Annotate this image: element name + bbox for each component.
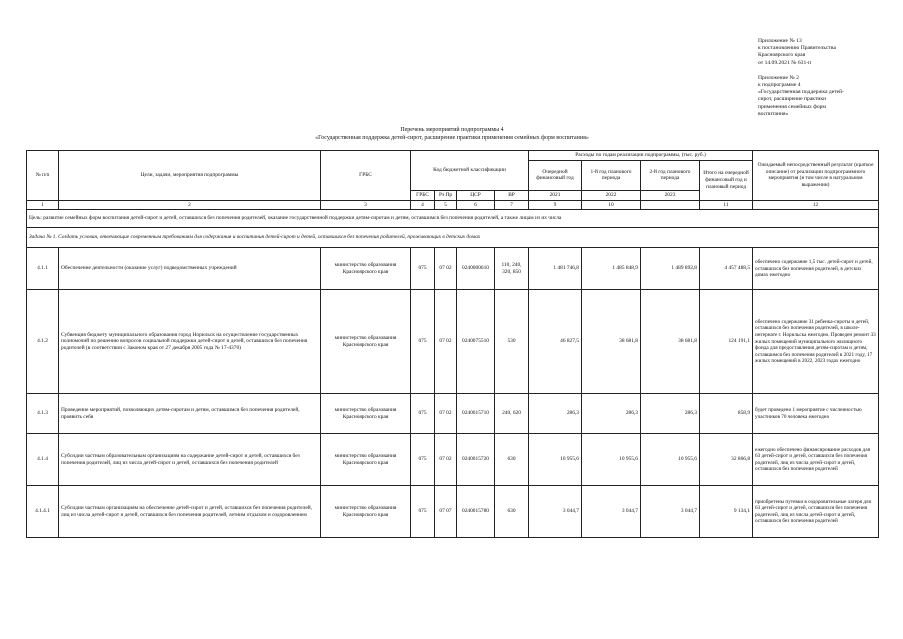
- cell-rzpr: 07 02: [435, 248, 457, 290]
- appendix-line: к постановлению Правительства: [758, 45, 836, 52]
- header-grbs-code: ГРБС: [411, 190, 435, 200]
- header-expenses: Расходы по годам реализации подпрограммы, (тыс. руб.): [529, 151, 753, 161]
- cell-y2021: 10 955,6: [529, 434, 582, 486]
- cell-y2021: 1 481 746,8: [529, 248, 582, 290]
- title-line-2: «Государственная поддержка детей-сирот, расширение практики применения семейных форм воспитания»: [315, 134, 589, 141]
- table-row: [27, 434, 879, 486]
- cell-y2022: 38 681,8: [582, 290, 641, 394]
- column-number: 2: [59, 200, 321, 210]
- cell-name: Субсидии частным образовательным организациям на содержание детей-сирот и детей, оставшихся без попечения родителей, лиц из числа детей-сирот и детей, оставшихся без попечения родителей: [59, 434, 321, 486]
- cell-csr: 0240015720: [457, 434, 495, 486]
- cell-grbs-code: 075: [411, 434, 435, 486]
- header-rzpr: Рз Пр: [435, 190, 457, 200]
- table-row: [27, 394, 879, 434]
- document-title: [230, 127, 674, 142]
- cell-vr: 630: [495, 486, 529, 538]
- measures-table: [26, 150, 879, 538]
- appendix-13-block: [758, 38, 898, 67]
- cell-total: 124 191,1: [700, 290, 753, 394]
- task-text: Задача № 1. Создать условия, отвечающие современным требованиям для содержания и воспитания детей-сирот и детей, оставшихся без попечения родителей, проживающих в детских домах: [27, 228, 879, 248]
- header-year-current: Очередной финансовый год: [529, 160, 582, 190]
- cell-rzpr: 07 02: [435, 290, 457, 394]
- header-2022: 2022: [582, 190, 641, 200]
- appendix-header: [758, 38, 898, 118]
- cell-result: ежегодно обеспечено финансирование расходов для 63 детей-сирот и детей, оставшихся без попечения родителей, лиц из числа детей-сирот и детей, оставшихся без попечения родителей: [753, 434, 879, 486]
- cell-name: Субвенция бюджету муниципального образования город Норильск на осуществление государственных полномочий по решению вопросов социальной поддержки детей-сирот и детей, оставшихся без попечения родителей (в соответствии с Законом края от 27 декабря 2005 года № 17-4370): [59, 290, 321, 394]
- title-line-1: Перечень мероприятий подпрограммы 4: [400, 127, 504, 133]
- cell-name: Обеспечение деятельности (оказание услуг) подведомственных учреждений: [59, 248, 321, 290]
- cell-y2021: 46 827,5: [529, 290, 582, 394]
- column-number: 5: [435, 200, 457, 210]
- cell-y2022: 3 044,7: [582, 486, 641, 538]
- cell-grbs-code: 075: [411, 486, 435, 538]
- header-2021: 2021: [529, 190, 582, 200]
- column-number: 10: [582, 200, 641, 210]
- column-number: 6: [457, 200, 495, 210]
- column-number-blank: [641, 200, 700, 210]
- cell-y2023: 10 955,6: [641, 434, 700, 486]
- cell-vr: 110, 240, 320, 850: [495, 248, 529, 290]
- cell-total: 4 457 488,5: [700, 248, 753, 290]
- cell-num: 4.1.4.1: [27, 486, 59, 538]
- column-number: 1: [27, 200, 59, 210]
- appendix-line: сирот, расширение практики: [758, 96, 827, 103]
- appendix-line: «Государственная поддержка детей-: [758, 89, 845, 96]
- appendix-line: воспитания»: [758, 110, 789, 117]
- column-number: 12: [753, 200, 879, 210]
- header-csr: ЦСР: [457, 190, 495, 200]
- cell-grbs: министерство образования Красноярского края: [321, 290, 411, 394]
- appendix-line: Красноярского края: [758, 52, 806, 59]
- cell-y2023: 38 681,8: [641, 290, 700, 394]
- cell-vr: 630: [495, 434, 529, 486]
- appendix-line: применения семейных форм: [758, 103, 826, 110]
- cell-total: 9 134,1: [700, 486, 753, 538]
- appendix-line: от 14.09.2021 № 631-п: [758, 59, 812, 66]
- header-goals: Цели, задачи, мероприятия подпрограммы: [59, 151, 321, 201]
- task-row: [27, 228, 879, 248]
- cell-result: обеспечено содержание 1,5 тыс. детей-сирот и детей, оставшихся без попечения родителей, в детских домах ежегодно: [753, 248, 879, 290]
- header-2023: 2023: [641, 190, 700, 200]
- cell-grbs: министерство образования Красноярского края: [321, 394, 411, 434]
- cell-csr: 0240015710: [457, 394, 495, 434]
- column-number: 4: [411, 200, 435, 210]
- header-result: Ожидаемый непосредственный результат (краткое описание) от реализации подпрограммного мероприятия (в том числе в натуральном выражении): [753, 151, 879, 201]
- column-number: 3: [321, 200, 411, 210]
- goal-row: [27, 210, 879, 228]
- column-numbers-row: [27, 200, 879, 210]
- table-row: [27, 486, 879, 538]
- cell-vr: 240, 620: [495, 394, 529, 434]
- cell-y2021: 286,3: [529, 394, 582, 434]
- cell-vr: 530: [495, 290, 529, 394]
- cell-name: Субсидии частным организациям на обеспечение детей-сирот и детей, оставшихся без попечения родителей, лиц из числа детей-сирот и детей, оставшихся без попечения родителей, летним отдыхом и оздоровлением: [59, 486, 321, 538]
- header-budget-class: Код бюджетной классификации: [411, 151, 529, 191]
- cell-rzpr: 07 07: [435, 486, 457, 538]
- cell-num: 4.1.4: [27, 434, 59, 486]
- header-grbs: ГРБС: [321, 151, 411, 201]
- appendix-line: Приложение № 2: [758, 74, 799, 81]
- cell-y2023: 286,3: [641, 394, 700, 434]
- cell-num: 4.1.2: [27, 290, 59, 394]
- cell-y2023: 3 044,7: [641, 486, 700, 538]
- cell-csr: 0240015780: [457, 486, 495, 538]
- cell-result: будет проведено 1 мероприятие с численностью участников 70 человека ежегодно: [753, 394, 879, 434]
- cell-csr: 0240000610: [457, 248, 495, 290]
- cell-name: Проведение мероприятий, позволяющих детям-сиротам и детям, оставшимся без попечения родителей, проявить себя: [59, 394, 321, 434]
- cell-total: 32 866,8: [700, 434, 753, 486]
- appendix-line: к подпрограмме 4: [758, 82, 801, 89]
- cell-y2023: 1 489 892,8: [641, 248, 700, 290]
- cell-csr: 0240075510: [457, 290, 495, 394]
- cell-y2022: 10 955,6: [582, 434, 641, 486]
- cell-y2022: 286,3: [582, 394, 641, 434]
- cell-grbs-code: 075: [411, 248, 435, 290]
- header-year-first: 1-й год планового периода: [582, 160, 641, 190]
- goal-text: Цель: развитие семейных форм воспитания детей-сирот и детей, оставшихся без попечения родителей, оказание государственной поддержки детям-сиротам и детям, оставшимся без попечения родителей, а также лицам из их числа: [27, 210, 879, 228]
- cell-num: 4.1.1: [27, 248, 59, 290]
- cell-result: обеспечено содержание 31 ребенка-сироты и детей, оставшихся без попечения родителей, в школе-интернате г. Норильска ежегодно. Проведен ремонт 33 жилых помещений муниципального жилищного фонда для предоставления детям-сиротам и детям, оставшимся без попечения родителей в 2021 году, 17 жилых помещений в 2022, 2023 годах ежегодно: [753, 290, 879, 394]
- header-year-second: 2-й год планового периода: [641, 160, 700, 190]
- header-total: Итого на очередной финансовый год и плановый период: [700, 160, 753, 200]
- column-number: 9: [529, 200, 582, 210]
- appendix-2-block: [758, 75, 898, 118]
- cell-rzpr: 07 02: [435, 394, 457, 434]
- cell-grbs: министерство образования Красноярского края: [321, 486, 411, 538]
- cell-num: 4.1.3: [27, 394, 59, 434]
- cell-rzpr: 07 02: [435, 434, 457, 486]
- header-vr: ВР: [495, 190, 529, 200]
- table-row: [27, 248, 879, 290]
- cell-grbs-code: 075: [411, 290, 435, 394]
- table-row: [27, 290, 879, 394]
- header-num: № п/п: [27, 151, 59, 201]
- column-number: 11: [700, 200, 753, 210]
- cell-grbs: министерство образования Красноярского края: [321, 434, 411, 486]
- cell-y2022: 1 485 848,9: [582, 248, 641, 290]
- cell-y2021: 3 044,7: [529, 486, 582, 538]
- cell-grbs: министерство образования Красноярского края: [321, 248, 411, 290]
- cell-grbs-code: 075: [411, 394, 435, 434]
- cell-total: 858,9: [700, 394, 753, 434]
- cell-result: приобретены путевки в оздоровительные лагеря для 63 детей-сирот и детей, оставшихся без попечения родителей, лиц из числа детей-сирот и детей, оставшихся без попечения родителей: [753, 486, 879, 538]
- appendix-line: Приложение № 13: [758, 38, 802, 44]
- column-number: 7: [495, 200, 529, 210]
